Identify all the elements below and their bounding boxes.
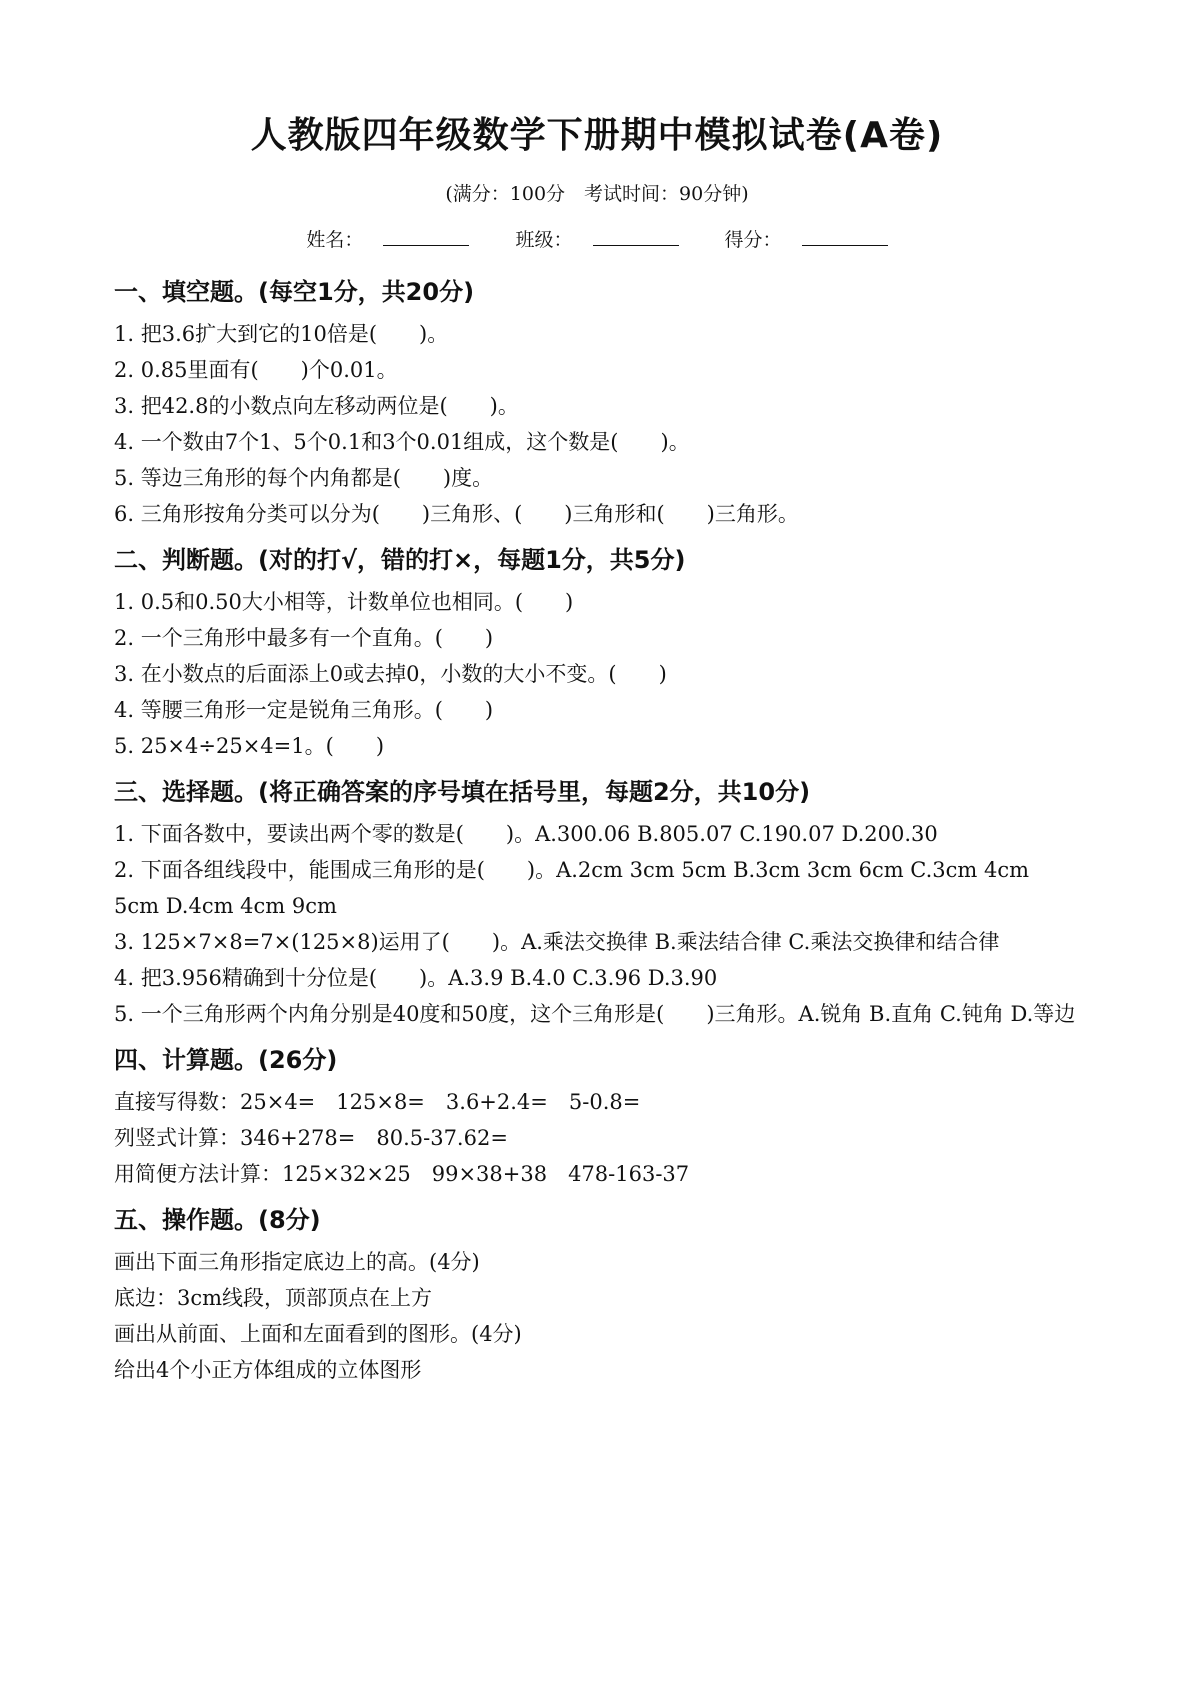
section-operation xyxy=(114,1202,1080,1388)
question-item: 用简便方法计算：125×32×25 99×38+38 478-163-37 xyxy=(114,1162,690,1186)
name-blank[interactable] xyxy=(383,227,469,246)
question-item: 3. 把42.8的小数点向左移动两位是( )。 xyxy=(114,394,519,418)
question-item: 2. 一个三角形中最多有一个直角。( ) xyxy=(114,626,494,650)
section-multiple-choice xyxy=(114,774,1080,1032)
question-item: 4. 一个数由7个1、5个0.1和3个0.01组成，这个数是( )。 xyxy=(114,430,690,454)
question-item: 画出从前面、上面和左面看到的图形。(4分) xyxy=(114,1322,522,1346)
section-title: 三、选择题。(将正确答案的序号填在括号里，每题2分，共10分) xyxy=(114,778,811,806)
question-item: 底边：3cm线段，顶部顶点在上方 xyxy=(114,1286,433,1310)
question-item: 5. 等边三角形的每个内角都是( )度。 xyxy=(114,466,494,490)
question-item: 4. 把3.956精确到十分位是( )。A.3.9 B.4.0 C.3.96 D.3.90 xyxy=(114,966,718,990)
section-title: 一、填空题。(每空1分，共20分) xyxy=(114,278,475,306)
score-blank[interactable] xyxy=(802,227,888,246)
score-field[interactable] xyxy=(715,229,898,251)
exam-subtitle: (满分：100分 考试时间：90分钟) xyxy=(445,183,749,205)
question-item: 5. 一个三角形两个内角分别是40度和50度，这个三角形是( )三角形。A.锐角 B.直角 C.钝角 D.等边 xyxy=(114,1002,1076,1026)
section-title: 五、操作题。(8分) xyxy=(114,1206,321,1234)
question-item: 4. 等腰三角形一定是锐角三角形。( ) xyxy=(114,698,494,722)
section-fill-blank xyxy=(114,274,1080,532)
question-item: 6. 三角形按角分类可以分为( )三角形、( )三角形和( )三角形。 xyxy=(114,502,799,526)
question-item: 2. 0.85里面有( )个0.01。 xyxy=(114,358,398,382)
question-item: 5. 25×4÷25×4=1。( ) xyxy=(114,734,385,758)
section-calculation xyxy=(114,1042,1080,1192)
name-label: 姓名： xyxy=(306,229,364,251)
section-title: 四、计算题。(26分) xyxy=(114,1046,338,1074)
exam-page xyxy=(114,112,1080,1398)
student-info-line xyxy=(114,226,1080,254)
question-item: 3. 在小数点的后面添上0或去掉0，小数的大小不变。( ) xyxy=(114,662,667,686)
question-item: 画出下面三角形指定底边上的高。(4分) xyxy=(114,1250,480,1274)
section-title: 二、判断题。(对的打√，错的打×，每题1分，共5分) xyxy=(114,546,686,574)
question-item: 1. 把3.6扩大到它的10倍是( )。 xyxy=(114,322,449,346)
score-label: 得分： xyxy=(724,229,782,251)
question-item: 直接写得数：25×4= 125×8= 3.6+2.4= 5-0.8= xyxy=(114,1090,641,1114)
name-field[interactable] xyxy=(296,229,479,251)
class-field[interactable] xyxy=(505,229,688,251)
class-blank[interactable] xyxy=(593,227,679,246)
class-label: 班级： xyxy=(515,229,573,251)
question-item: 列竖式计算：346+278= 80.5-37.62= xyxy=(114,1126,508,1150)
page-title: 人教版四年级数学下册期中模拟试卷(A卷) xyxy=(250,115,944,156)
question-item: 3. 125×7×8=7×(125×8)运用了( )。A.乘法交换律 B.乘法结合律 C.乘法交换律和结合律 xyxy=(114,930,1000,954)
question-item: 2. 下面各组线段中，能围成三角形的是( )。A.2cm 3cm 5cm B.3cm 3cm 6cm C.3cm 4cm 5cm D.4cm 4cm 9cm xyxy=(114,858,1030,918)
question-item: 1. 下面各数中，要读出两个零的数是( )。A.300.06 B.805.07 C.190.07 D.200.30 xyxy=(114,822,938,846)
question-item: 给出4个小正方体组成的立体图形 xyxy=(114,1358,422,1382)
section-true-false xyxy=(114,542,1080,764)
question-item: 1. 0.5和0.50大小相等，计数单位也相同。( ) xyxy=(114,590,574,614)
